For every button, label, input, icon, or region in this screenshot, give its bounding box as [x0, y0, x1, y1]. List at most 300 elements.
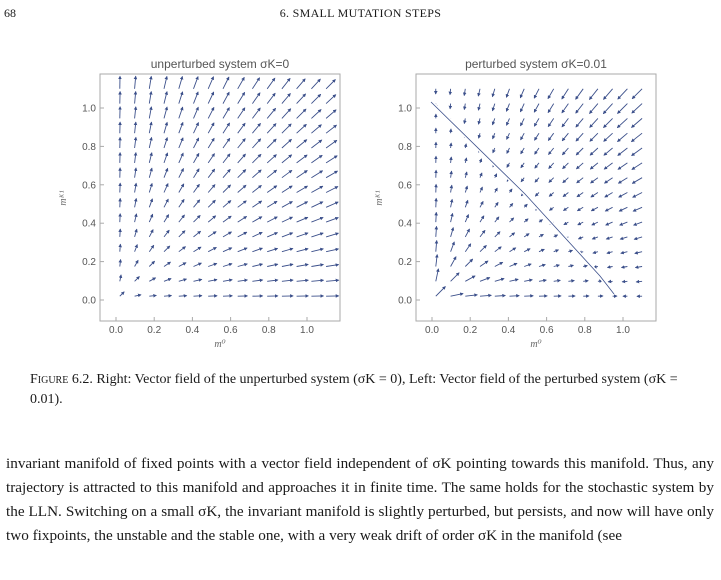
- left-vector-arrow: [194, 92, 199, 104]
- right-vector-arrow: [465, 295, 477, 296]
- left-vector-arrow: [326, 156, 337, 163]
- right-vector-arrow: [590, 104, 598, 114]
- left-vector-arrow: [252, 93, 260, 104]
- left-vector-arrow: [282, 78, 290, 88]
- right-vector-arrow: [451, 273, 460, 282]
- right-vector-arrow: [563, 193, 568, 197]
- left-vector-arrow: [267, 186, 277, 193]
- right-vector-arrow: [495, 217, 499, 222]
- right-vector-arrow: [436, 255, 437, 267]
- right-vector-arrow: [577, 207, 583, 211]
- left-vector-arrow: [149, 137, 151, 148]
- left-vector-arrow: [194, 279, 202, 281]
- right-vector-arrow: [451, 257, 456, 267]
- right-xtick-label: 0.2: [463, 325, 478, 336]
- left-vector-arrow: [297, 79, 306, 89]
- right-vector-arrow: [578, 237, 583, 239]
- right-vector-arrow: [592, 237, 598, 239]
- left-vector-arrow: [252, 248, 262, 252]
- right-xtick-label: 0.0: [425, 325, 439, 336]
- right-vector-arrow: [620, 237, 627, 239]
- left-vector-arrow: [223, 232, 232, 237]
- right-vector-arrow: [632, 148, 643, 156]
- right-vector-arrow: [451, 157, 452, 163]
- left-vector-arrow: [311, 280, 323, 281]
- left-xtick-label: 0.6: [223, 325, 238, 336]
- right-vector-arrow: [549, 163, 554, 169]
- right-vector-arrow: [562, 104, 569, 113]
- right-vector-arrow: [480, 216, 484, 222]
- left-vector-arrow: [179, 247, 186, 252]
- left-ytick-label: 0.8: [82, 141, 96, 153]
- right-invariant-manifold: [431, 102, 614, 294]
- right-vector-arrow: [493, 118, 495, 124]
- left-vector-arrow: [311, 94, 320, 103]
- right-vector-arrow: [480, 278, 490, 282]
- right-vector-arrow: [521, 148, 525, 154]
- left-vector-arrow: [223, 138, 230, 148]
- left-vector-arrow: [179, 153, 183, 163]
- left-vector-arrow: [238, 216, 247, 222]
- left-plot-title: unperturbed system σK=0: [150, 57, 290, 71]
- left-vector-arrow: [252, 201, 261, 207]
- left-vector-arrow: [326, 202, 338, 207]
- right-ylabel: mᴷ¹: [374, 190, 385, 206]
- right-vector-arrow: [480, 261, 488, 267]
- right-vector-arrow: [631, 133, 642, 142]
- left-vector-arrow: [135, 122, 136, 133]
- right-vector-arrow: [535, 148, 539, 154]
- left-vector-arrow: [267, 201, 277, 207]
- left-vector-arrow: [179, 184, 184, 193]
- right-vector-arrow: [632, 104, 642, 114]
- right-vector-arrow: [618, 104, 628, 114]
- right-vector-arrow: [635, 252, 642, 254]
- left-vector-arrow: [223, 248, 232, 252]
- right-vector-arrow: [510, 248, 516, 252]
- left-vector-arrow: [208, 107, 214, 118]
- left-vector-arrow: [311, 218, 323, 223]
- right-vector-arrow: [478, 104, 480, 111]
- right-vector-arrow: [524, 264, 531, 267]
- left-vector-arrow: [297, 186, 308, 192]
- right-vector-arrow: [521, 133, 525, 140]
- body-paragraph: invariant manifold of fixed points with a vector field independent of σK pointing towards this manifold. Thus, any trajectory is attracted to this manifold and approaches it in finite time. The same holds for the stochastic system by the LLN. Switching on a small σK, the invariant manifold is slightly perturbed, but persists, and now will have only two fixpoints, the unstable and the stable one, with a very weak drift of order σK in the manifold (see: [6, 455, 714, 544]
- right-vector-arrow: [451, 228, 454, 237]
- left-vector-arrow: [194, 263, 202, 266]
- left-vector-arrow: [238, 264, 248, 267]
- left-vector-arrow: [311, 125, 321, 134]
- right-vector-arrow: [521, 178, 524, 182]
- left-vector-arrow: [135, 199, 137, 208]
- right-vector-arrow: [520, 89, 524, 98]
- right-vector-arrow: [604, 133, 613, 141]
- left-vector-arrow: [223, 92, 229, 103]
- right-vector-arrow: [618, 178, 627, 184]
- right-vector-arrow: [535, 193, 539, 197]
- right-vector-arrow: [465, 276, 475, 281]
- left-vector-arrow: [282, 139, 292, 148]
- left-vector-arrow: [223, 201, 231, 208]
- right-xtick-label: 0.6: [539, 325, 554, 336]
- left-vector-arrow: [149, 168, 152, 178]
- left-vector-arrow: [164, 246, 170, 252]
- left-vector-arrow: [252, 232, 262, 237]
- left-vector-arrow: [223, 185, 231, 193]
- left-vector-arrow: [326, 265, 339, 267]
- left-ytick-label: 0.2: [82, 257, 96, 269]
- left-ylabel: mᴷ¹: [58, 190, 69, 206]
- right-vector-arrow: [605, 178, 613, 184]
- left-vector-arrow: [179, 199, 184, 207]
- left-vector-arrow: [326, 280, 339, 281]
- left-vector-arrow: [282, 170, 292, 177]
- left-vector-arrow: [223, 264, 232, 267]
- right-vector-arrow: [436, 269, 439, 282]
- left-vector-arrow: [194, 231, 201, 237]
- left-vector-arrow: [267, 170, 276, 178]
- left-vector-arrow: [311, 265, 323, 267]
- left-vector-arrow: [135, 214, 137, 222]
- left-vector-arrow: [297, 217, 308, 222]
- right-vector-arrow: [534, 118, 539, 126]
- left-vector-arrow: [267, 139, 276, 148]
- right-vector-arrow: [636, 281, 642, 282]
- right-vector-arrow: [479, 118, 481, 124]
- right-ytick-label: 1.0: [398, 103, 412, 115]
- left-vector-arrow: [326, 249, 338, 252]
- left-vector-arrow: [135, 183, 137, 192]
- left-vector-arrow: [311, 233, 323, 237]
- right-vector-arrow: [451, 213, 453, 222]
- right-vector-arrow: [568, 250, 572, 251]
- left-vector-arrow: [194, 107, 199, 118]
- right-vector-arrow: [632, 118, 643, 127]
- left-vector-arrow: [120, 260, 121, 267]
- left-vector-arrow: [267, 233, 277, 237]
- left-vector-arrow: [135, 168, 136, 178]
- left-vector-arrow: [311, 249, 323, 252]
- left-vector-arrow: [238, 280, 248, 281]
- right-vector-arrow: [633, 207, 642, 211]
- left-vector-arrow: [267, 155, 276, 163]
- left-vector-arrow: [267, 280, 278, 281]
- left-vector-arrow: [238, 201, 247, 208]
- right-vector-arrow: [479, 133, 480, 138]
- right-vector-arrow: [617, 118, 627, 127]
- right-vector-arrow: [539, 265, 545, 267]
- left-xtick-label: 1.0: [300, 325, 314, 336]
- left-vector-arrow: [164, 262, 171, 266]
- right-vector-arrow: [549, 178, 554, 183]
- right-vector-arrow: [495, 174, 497, 178]
- right-vector-arrow: [436, 212, 437, 222]
- left-vector-arrow: [149, 214, 152, 222]
- right-xtick-label: 1.0: [616, 325, 630, 336]
- left-vector-arrow: [164, 92, 167, 104]
- left-vector-arrow: [135, 260, 139, 266]
- right-ytick-label: 0.8: [398, 141, 412, 153]
- left-vector-arrow: [282, 124, 291, 133]
- left-vector-arrow: [252, 217, 262, 222]
- right-vector-arrow: [605, 207, 612, 211]
- right-vector-arrow: [524, 280, 532, 282]
- right-vector-arrow: [590, 118, 598, 127]
- right-vector-arrow: [606, 237, 612, 239]
- left-vector-arrow: [208, 185, 215, 193]
- left-vector-arrow: [135, 137, 136, 148]
- right-vector-arrow: [451, 185, 452, 192]
- left-plot: [58, 57, 340, 350]
- right-vector-arrow: [562, 118, 568, 127]
- left-vector-arrow: [149, 295, 156, 296]
- left-vector-arrow: [149, 153, 152, 163]
- right-vector-arrow: [480, 245, 486, 251]
- right-plot-title: perturbed system σK=0.01: [465, 57, 607, 71]
- right-vector-arrow: [451, 199, 453, 207]
- left-vector-arrow: [149, 92, 151, 104]
- right-vector-arrow: [548, 89, 554, 99]
- right-vector-arrow: [576, 133, 583, 141]
- caption-label: Figure 6.2.: [30, 372, 93, 387]
- right-vector-arrow: [568, 265, 573, 266]
- right-vector-arrow: [465, 144, 466, 148]
- right-vector-arrow: [510, 279, 519, 281]
- right-vector-arrow: [535, 178, 539, 183]
- left-vector-arrow: [164, 184, 168, 193]
- right-xtick-label: 0.4: [501, 325, 516, 336]
- left-vector-arrow: [311, 186, 322, 192]
- left-vector-arrow: [149, 261, 154, 266]
- right-vector-arrow: [480, 201, 483, 207]
- right-vector-arrow: [495, 247, 502, 252]
- left-vector-arrow: [223, 77, 229, 89]
- right-vector-arrow: [564, 207, 569, 210]
- right-vector-arrow: [480, 187, 482, 192]
- right-vector-arrow: [451, 242, 455, 252]
- right-ytick-label: 0.6: [398, 180, 412, 192]
- right-vector-arrow: [577, 193, 583, 197]
- left-vector-arrow: [267, 248, 277, 251]
- right-vector-arrow: [480, 295, 491, 296]
- left-vector-arrow: [252, 78, 259, 89]
- left-vector-arrow: [311, 171, 322, 178]
- left-vector-arrow: [208, 280, 217, 282]
- left-xtick-label: 0.8: [261, 325, 276, 336]
- right-vector-arrow: [465, 186, 467, 192]
- left-vector-arrow: [164, 153, 168, 163]
- left-vector-field: [120, 76, 339, 296]
- left-vector-arrow: [208, 200, 215, 207]
- left-vector-arrow: [208, 216, 216, 222]
- right-vector-arrow: [564, 222, 569, 225]
- left-vector-arrow: [120, 244, 121, 252]
- right-ytick-label: 0.4: [398, 218, 412, 230]
- right-vector-arrow: [635, 267, 642, 268]
- right-vector-arrow: [548, 133, 553, 140]
- left-vector-arrow: [179, 107, 183, 118]
- right-vector-arrow: [603, 104, 612, 114]
- left-vector-arrow: [164, 122, 167, 133]
- right-vector-arrow: [507, 148, 510, 153]
- right-vector-arrow: [562, 148, 568, 155]
- right-vector-arrow: [451, 294, 464, 297]
- right-vector-arrow: [554, 280, 561, 281]
- right-vector-arrow: [493, 133, 495, 139]
- right-vector-arrow: [606, 222, 613, 225]
- right-vector-arrow: [465, 215, 468, 223]
- right-vector-arrow: [534, 89, 539, 98]
- right-vector-arrow: [590, 133, 598, 141]
- left-ytick-label: 0.6: [82, 180, 96, 192]
- right-vector-arrow: [539, 280, 546, 281]
- right-vector-arrow: [604, 89, 613, 100]
- right-vector-arrow: [620, 222, 628, 225]
- right-vector-arrow: [524, 234, 529, 237]
- right-vector-arrow: [618, 89, 628, 99]
- right-vector-arrow: [436, 241, 437, 252]
- right-vector-arrow: [608, 267, 613, 268]
- left-vector-arrow: [223, 123, 230, 133]
- left-vector-arrow: [267, 124, 276, 134]
- right-vector-arrow: [495, 232, 500, 237]
- right-vector-arrow: [507, 133, 510, 139]
- right-vector-arrow: [524, 219, 528, 222]
- right-vector-arrow: [451, 171, 452, 178]
- left-vector-arrow: [164, 296, 172, 297]
- right-vector-arrow: [464, 104, 465, 110]
- left-vector-arrow: [297, 249, 309, 252]
- right-vector-arrow: [521, 163, 524, 168]
- right-vector-arrow: [593, 252, 598, 254]
- left-vector-arrow: [282, 109, 291, 119]
- left-vector-arrow: [135, 229, 137, 237]
- right-vector-arrow: [618, 163, 627, 170]
- left-vector-arrow: [194, 247, 202, 252]
- right-vector-arrow: [632, 178, 642, 184]
- left-vector-arrow: [135, 107, 136, 119]
- right-vector-field: [436, 89, 642, 296]
- right-vector-arrow: [583, 266, 587, 267]
- left-vector-arrow: [164, 279, 171, 282]
- right-vector-arrow: [539, 249, 544, 251]
- left-vector-arrow: [252, 108, 260, 118]
- left-vector-arrow: [267, 264, 278, 266]
- right-vector-arrow: [554, 265, 560, 267]
- right-vector-arrow: [450, 104, 451, 109]
- left-vector-arrow: [311, 155, 322, 163]
- right-vector-arrow: [510, 189, 513, 193]
- right-vector-arrow: [478, 89, 480, 96]
- left-vector-arrow: [208, 264, 217, 267]
- left-vector-arrow: [208, 154, 214, 163]
- left-vector-arrow: [267, 217, 277, 222]
- page-header: [0, 6, 721, 24]
- left-vector-arrow: [326, 80, 335, 89]
- left-vector-arrow: [149, 199, 152, 208]
- right-vector-arrow: [465, 244, 471, 252]
- right-vector-arrow: [604, 163, 612, 169]
- right-vector-arrow: [480, 159, 482, 163]
- right-vector-arrow: [495, 202, 498, 207]
- left-vector-arrow: [208, 232, 216, 237]
- left-vector-arrow: [194, 153, 199, 163]
- left-vector-arrow: [282, 202, 293, 208]
- right-vector-arrow: [619, 207, 627, 211]
- right-vector-arrow: [450, 89, 451, 95]
- left-vector-arrow: [135, 295, 141, 296]
- right-vector-arrow: [465, 158, 466, 163]
- left-vector-arrow: [282, 217, 293, 222]
- left-vector-arrow: [252, 280, 262, 281]
- left-xlabel: m⁰: [214, 339, 226, 350]
- left-vector-arrow: [238, 139, 246, 148]
- left-vector-arrow: [179, 169, 184, 178]
- left-ytick-label: 0.0: [82, 295, 96, 307]
- right-vector-arrow: [495, 188, 498, 192]
- left-vector-arrow: [326, 218, 338, 223]
- right-vector-arrow: [576, 89, 584, 100]
- left-vector-arrow: [282, 280, 293, 281]
- left-vector-arrow: [238, 92, 245, 103]
- right-vector-arrow: [618, 133, 628, 141]
- left-vector-arrow: [179, 77, 183, 89]
- left-vector-arrow: [238, 77, 245, 88]
- page-number: 68: [4, 6, 16, 20]
- left-vector-arrow: [267, 78, 275, 89]
- left-vector-arrow: [252, 185, 261, 192]
- left-vector-arrow: [194, 200, 200, 208]
- left-vector-arrow: [297, 94, 306, 104]
- left-vector-arrow: [194, 77, 199, 89]
- left-vector-arrow: [297, 155, 308, 163]
- left-vector-arrow: [223, 216, 231, 222]
- left-vector-arrow: [164, 138, 167, 148]
- left-vector-arrow: [164, 107, 167, 118]
- right-vector-arrow: [510, 218, 514, 222]
- left-vector-arrow: [120, 292, 124, 296]
- right-vector-arrow: [548, 118, 554, 126]
- figure-caption: [30, 370, 700, 410]
- left-vector-arrow: [252, 154, 261, 163]
- right-vector-arrow: [607, 252, 613, 254]
- left-vector-arrow: [297, 202, 308, 208]
- left-vector-arrow: [223, 280, 232, 282]
- left-vector-arrow: [311, 140, 321, 148]
- right-vector-arrow: [465, 200, 468, 207]
- left-vector-arrow: [282, 264, 293, 266]
- left-vector-arrow: [194, 138, 199, 148]
- right-vector-arrow: [535, 133, 540, 140]
- right-vector-arrow: [507, 118, 510, 125]
- left-vector-arrow: [311, 202, 323, 208]
- left-vector-arrow: [326, 125, 336, 133]
- right-vector-arrow: [605, 193, 613, 198]
- right-vector-arrow: [633, 193, 642, 198]
- right-vector-arrow: [548, 104, 554, 113]
- left-vector-arrow: [311, 110, 321, 119]
- right-vector-arrow: [622, 267, 628, 268]
- right-vector-arrow: [550, 207, 554, 210]
- right-vector-arrow: [465, 259, 472, 266]
- right-vector-arrow: [563, 178, 569, 183]
- left-vector-arrow: [194, 184, 200, 192]
- right-vector-arrow: [534, 104, 539, 113]
- left-vector-arrow: [164, 199, 168, 207]
- right-vector-arrow: [592, 222, 598, 225]
- right-vector-arrow: [621, 252, 628, 254]
- right-ytick-label: 0.2: [398, 257, 412, 269]
